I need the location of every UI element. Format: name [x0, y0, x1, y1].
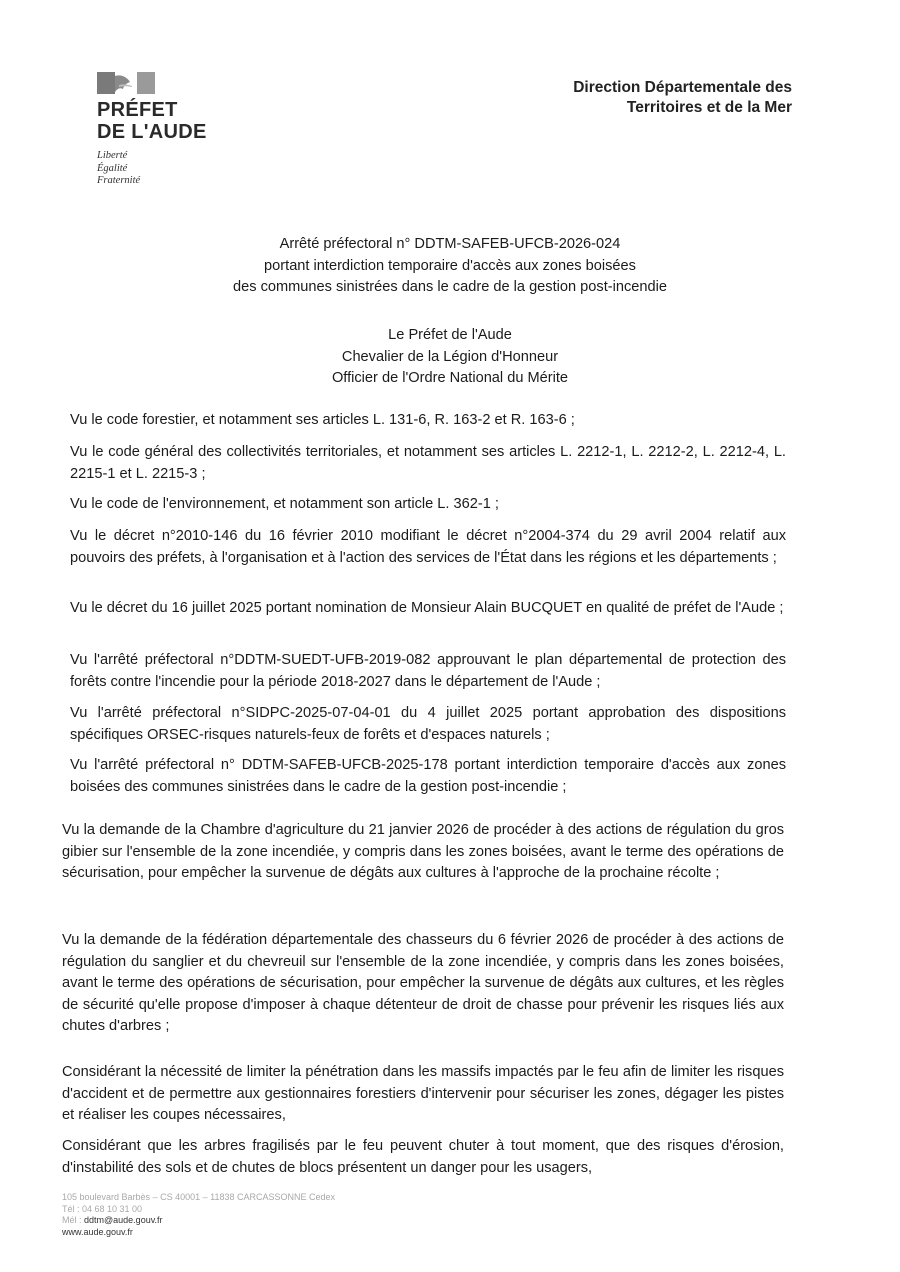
arrete-title-line3: des communes sinistrées dans le cadre de la gestion post-incendie	[232, 279, 667, 295]
prefet-line3: Officier de l'Ordre National du Mérite	[331, 370, 569, 386]
footer-mail	[62, 1215, 335, 1227]
prefet-logo-line1: PRÉFET	[97, 99, 178, 121]
prefet-line1: Le Préfet de l'Aude	[388, 327, 512, 343]
direction-header	[573, 78, 792, 118]
prefet-line2: Chevalier de la Légion d'Honneur	[341, 348, 559, 365]
visa-paragraph: Vu l'arrêté préfectoral n°SIDPC-2025-07-04-01 du 4 juillet 2025 portant approbation des dispositions spécifiques ORSEC-risques naturels-feux de forêts et d'espaces naturels ;	[70, 705, 786, 743]
visa-paragraph: Vu le code général des collectivités territoriales, et notamment ses articles L. 2212-1, L. 2212-2, L. 2212-4, L. 2215-1 et L. 2215-3 ;	[70, 444, 786, 482]
motto-fraternite: Fraternité	[97, 175, 141, 186]
footer-phone: Tél : 04 68 10 31 00	[62, 1203, 143, 1214]
arrete-title-line1: Arrêté préfectoral n° DDTM-SAFEB-UFCB-2026-024	[279, 236, 621, 252]
arrete-title	[120, 234, 780, 299]
footer-address: 105 boulevard Barbès – CS 40001 – 11838 CARCASSONNE Cedex	[62, 1192, 335, 1202]
footer-mail-label: Mél :	[62, 1215, 85, 1225]
visa-paragraph: Vu l'arrêté préfectoral n°DDTM-SUEDT-UFB-2019-082 approuvant le plan départemental de protection des forêts contre l'incendie pour la période 2018-2027 dans le département de l'Aude ;	[70, 652, 786, 690]
visa-paragraph: Vu le décret du 16 juillet 2025 portant nomination de Monsieur Alain BUCQUET en qualité de préfet de l'Aude ;	[70, 600, 784, 616]
prefet-logo	[97, 72, 257, 188]
marianne-logo-icon	[97, 72, 155, 94]
direction-line1: Direction Départementale des	[573, 79, 792, 96]
motto-liberte: Liberté	[97, 150, 128, 161]
motto-egalite: Égalité	[97, 162, 128, 174]
prefet-logo-line2: DE L'AUDE	[97, 121, 207, 143]
footer-website-link[interactable]: www.aude.gouv.fr	[62, 1226, 133, 1237]
direction-line2: Territoires et de la Mer	[626, 99, 792, 116]
prefet-logo-title	[97, 99, 257, 143]
visa-paragraph: Vu la demande de la Chambre d'agriculture du 21 janvier 2026 de procéder à des actions de régulation du gros gibier sur l'ensemble de la zone incendiée, y compris dans les zones boisées, avant le terme des opérations de sécurisation, pour empêcher la survenue de dégâts aux cultures à l'approche de la prochaine récolte ;	[62, 822, 784, 881]
visa-paragraph: Vu le code forestier, et notamment ses articles L. 131-6, R. 163-2 et R. 163-6 ;	[70, 412, 575, 428]
footer-mail-link[interactable]: ddtm@aude.gouv.fr	[84, 1215, 163, 1225]
visa-paragraph: Vu le décret n°2010-146 du 16 février 2010 modifiant le décret n°2004-374 du 29 avril 2004 relatif aux pouvoirs des préfets, à l'organisation et à l'action des services de l'État dans les régions et les départements ;	[70, 528, 786, 566]
visa-paragraph: Vu la demande de la fédération départementale des chasseurs du 6 février 2026 de procéder à des actions de régulation du sanglier et du chevreuil sur l'ensemble de la zone incendiée, y compris dans les zones boisées, avant le terme des opérations de sécurisation, pour empêcher la survenue de dégâts aux cultures, et les règles de sécurité qu'elle propose d'imposer à chaque détenteur de droit de chasse pour prévenir les risques liés aux chutes d'arbres ;	[62, 932, 784, 1034]
considerant-paragraph: Considérant que les arbres fragilisés par le feu peuvent chuter à tout moment, que des risques d'érosion, d'instabilité des sols et de chutes de blocs présentent un danger pour les usagers,	[62, 1138, 784, 1176]
republic-motto	[97, 150, 257, 188]
prefet-identity	[120, 325, 780, 390]
arrete-title-line2: portant interdiction temporaire d'accès aux zones boisées	[264, 257, 636, 274]
considerant-paragraph: Considérant la nécessité de limiter la pénétration dans les massifs impactés par le feu afin de limiter les risques d'accident et de permettre aux gestionnaires forestiers d'intervenir pour sécuriser les zones, dégager les pistes et réaliser les coupes nécessaires,	[62, 1064, 784, 1123]
footer-contact	[62, 1192, 335, 1238]
visa-paragraph: Vu le code de l'environnement, et notamment son article L. 362-1 ;	[70, 496, 499, 512]
visa-paragraph: Vu l'arrêté préfectoral n° DDTM-SAFEB-UFCB-2025-178 portant interdiction temporaire d'accès aux zones boisées des communes sinistrées dans le cadre de la gestion post-incendie ;	[70, 757, 786, 795]
